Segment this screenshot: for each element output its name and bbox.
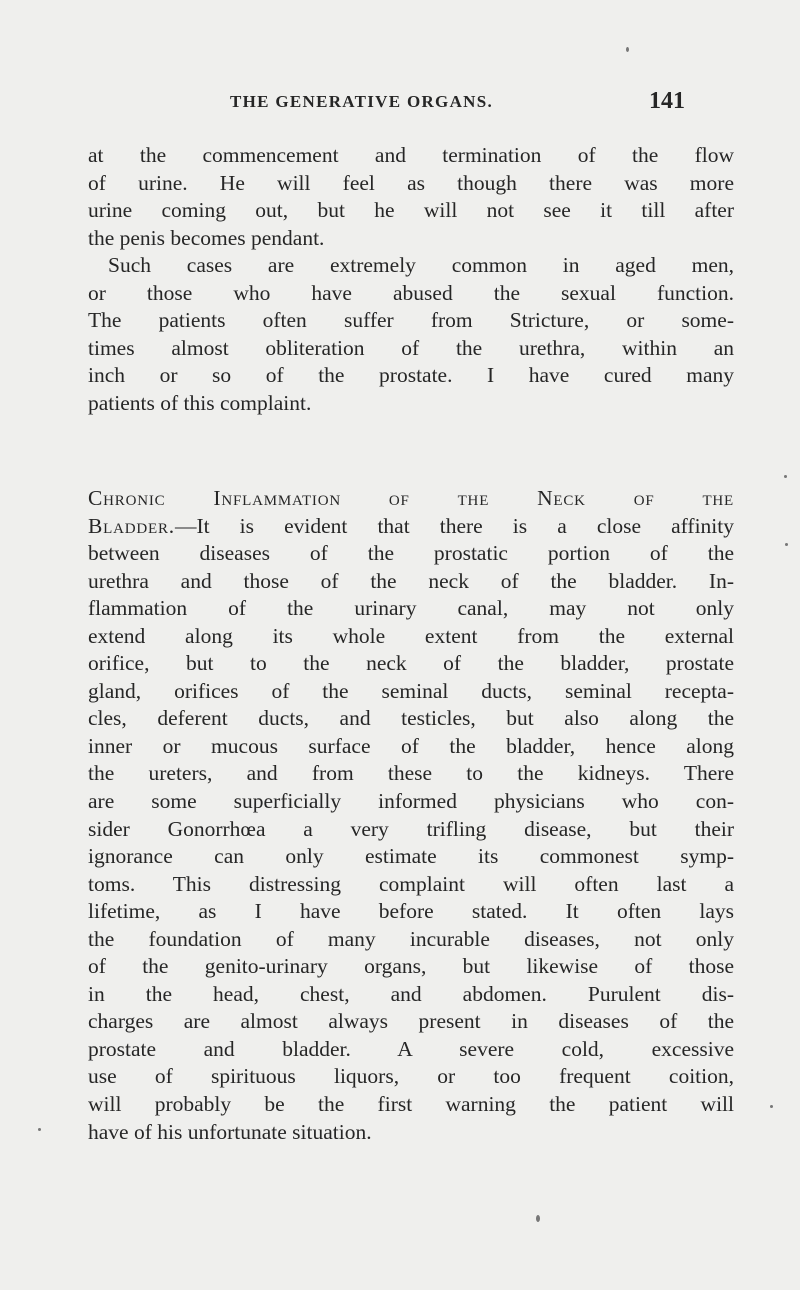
text-line: are some superficially informed physicians who con- — [88, 789, 734, 814]
paragraph-stricture — [88, 142, 734, 417]
text-line: sider Gonorrhœa a very trifling disease, but their — [88, 816, 734, 841]
text-line: will probably be the first warning the patient will — [88, 1092, 734, 1117]
paper-speck — [770, 1105, 773, 1108]
paper-speck — [785, 543, 788, 546]
text-line: charges are almost always present in diseases of the — [88, 1009, 734, 1034]
text-line: in the head, chest, and abdomen. Purulent dis- — [88, 981, 734, 1006]
text-line: inch or so of the prostate. I have cured many — [88, 363, 734, 388]
text-line: orifice, but to the neck of the bladder, prostate — [88, 651, 734, 676]
text-line: use of spirituous liquors, or too frequent coition, — [88, 1064, 734, 1089]
text-line — [88, 513, 734, 541]
text-line: flammation of the urinary canal, may not only — [88, 596, 734, 621]
text-line: of urine. He will feel as though there was more — [88, 170, 734, 195]
section-heading: Chronic Inflammation of the Neck of the — [88, 486, 734, 510]
text-line: extend along its whole extent from the external — [88, 623, 734, 648]
text-line: urine coming out, but he will not see it till after — [88, 198, 734, 223]
text-line: The patients often suffer from Stricture, or some- — [88, 308, 734, 333]
section-heading-end: Bladder. — [88, 513, 175, 538]
text-line: prostate and bladder. A severe cold, excessive — [88, 1036, 734, 1061]
text-line: cles, deferent ducts, and testicles, but also along the — [88, 706, 734, 731]
running-title: THE GENERATIVE ORGANS. — [230, 92, 494, 111]
page-number: 141 — [649, 88, 685, 114]
paper-speck — [536, 1215, 540, 1222]
text-line: the ureters, and from these to the kidneys. There — [88, 761, 734, 786]
text-line: inner or mucous surface of the bladder, hence along — [88, 733, 734, 758]
paper-speck — [784, 475, 787, 478]
text-line: toms. This distressing complaint will often last a — [88, 871, 734, 896]
text-line: the penis becomes pendant. — [88, 225, 325, 250]
paragraph-chronic-inflammation — [88, 485, 734, 1146]
text-line: Such cases are extremely common in aged men, — [108, 253, 734, 278]
text-line: of the genito-urinary organs, but likewise of those — [88, 954, 734, 979]
text-run: —It is evident that there is a close affinity — [174, 513, 734, 538]
text-line: patients of this complaint. — [88, 390, 312, 415]
text-line: or those who have abused the sexual function. — [88, 280, 734, 305]
text-line: have of his unfortunate situation. — [88, 1119, 372, 1144]
paper-speck — [626, 47, 629, 52]
paper-speck — [38, 1128, 41, 1131]
text-line: gland, orifices of the seminal ducts, seminal recepta- — [88, 678, 734, 703]
running-head — [230, 88, 690, 118]
text-line: lifetime, as I have before stated. It often lays — [88, 899, 734, 924]
text-line: urethra and those of the neck of the bladder. In- — [88, 568, 734, 593]
text-line: the foundation of many incurable diseases, not only — [88, 926, 734, 951]
text-line: between diseases of the prostatic portion of the — [88, 541, 734, 566]
text-line: at the commencement and termination of the flow — [88, 143, 734, 167]
text-line: ignorance can only estimate its commonest symp- — [88, 844, 734, 869]
text-line: times almost obliteration of the urethra, within an — [88, 335, 734, 360]
